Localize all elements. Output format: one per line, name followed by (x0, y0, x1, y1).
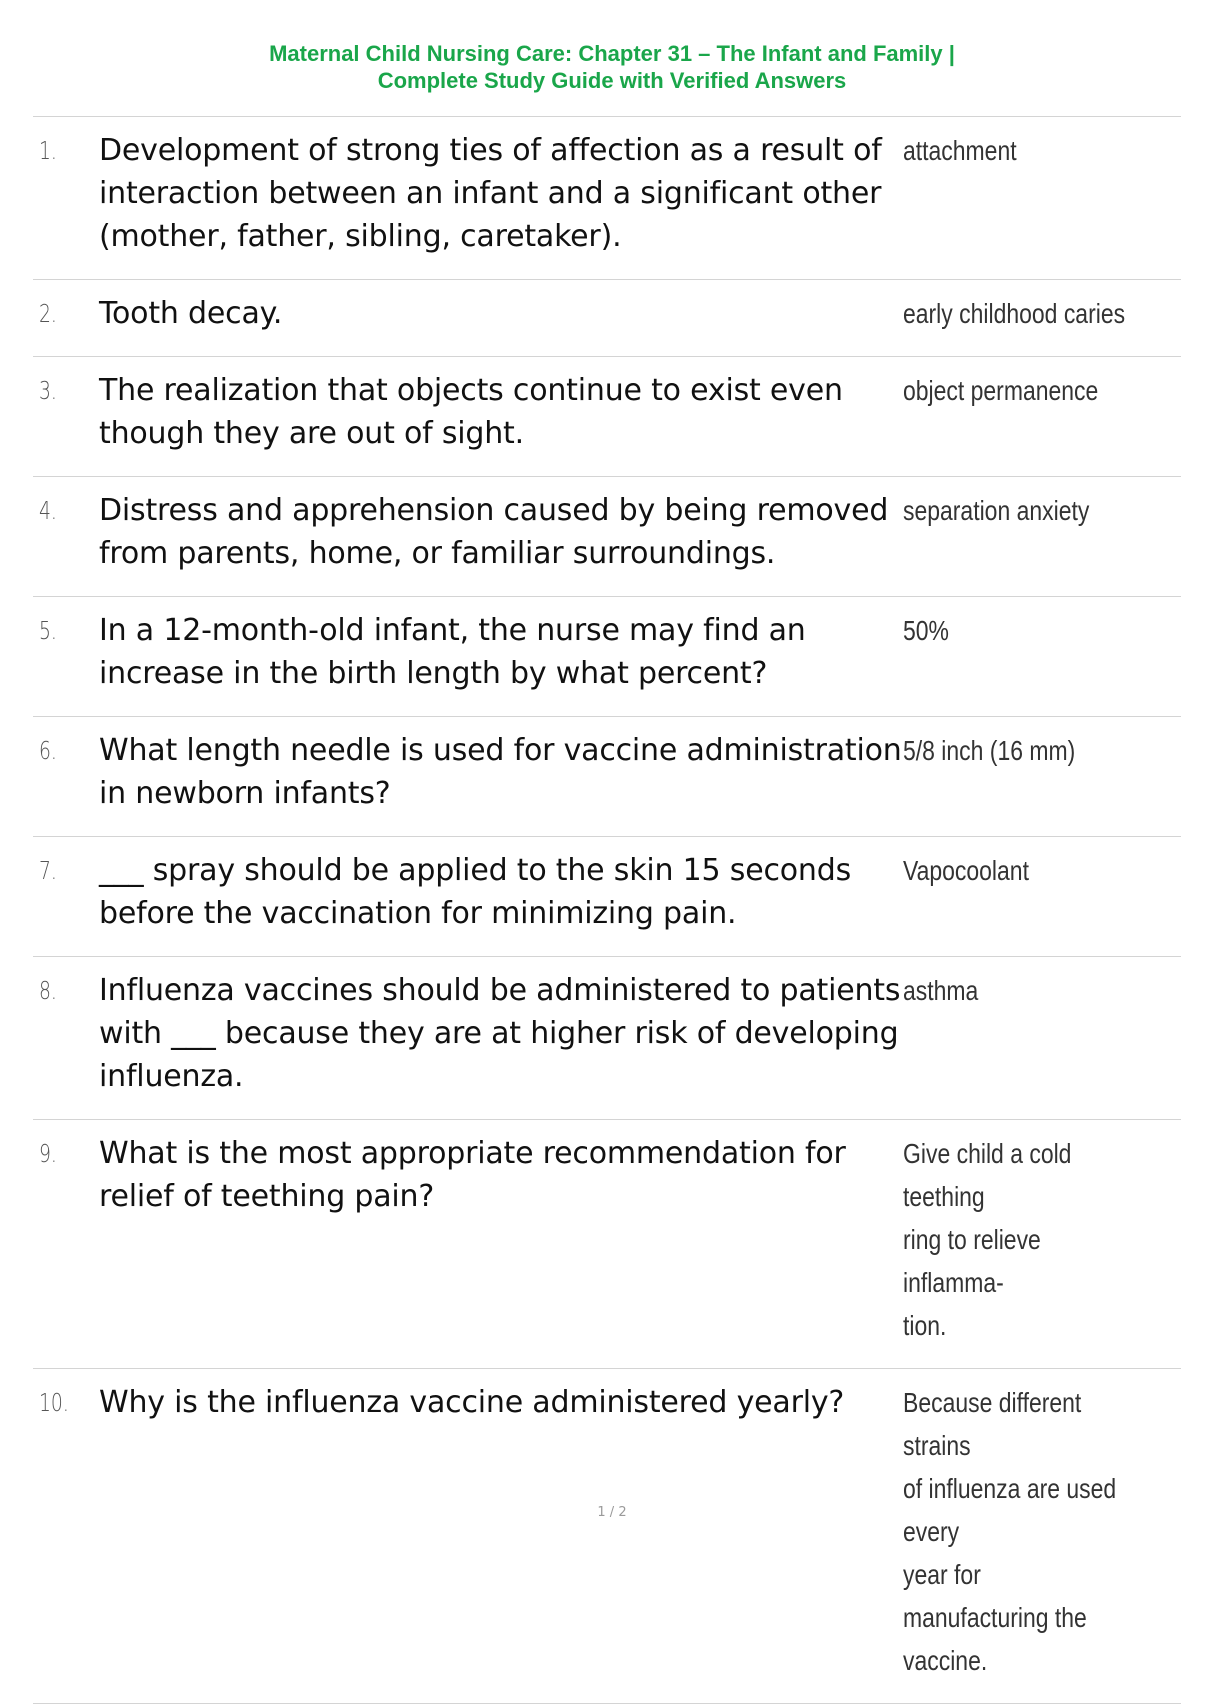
item-definition (903, 849, 1131, 892)
page-title-line-2: Complete Study Guide with Verified Answers (377, 68, 847, 93)
definition-line: year for manufacturing the (903, 1559, 1087, 1633)
page-number: 1 / 2 (597, 1505, 627, 1520)
definition-line: attachment (903, 135, 1017, 166)
item-definition (903, 1381, 1131, 1682)
definition-line: 5/8 inch (16 mm) (903, 735, 1076, 766)
item-number: 4. (39, 496, 57, 525)
item-number: 8. (39, 976, 57, 1005)
item-number: 5. (39, 616, 57, 645)
item-number: 1. (39, 136, 57, 165)
definition-line: Give child a cold teething (903, 1138, 1072, 1212)
item-term: Influenza vaccines should be administered to patients with ___ because they are at higher risk of developing influenza. (99, 973, 901, 1094)
definition-line: early childhood caries (903, 298, 1126, 329)
qa-list (33, 116, 1181, 1704)
item-number: 9. (39, 1139, 57, 1168)
definition-line: separation anxiety (903, 495, 1090, 526)
page-header (0, 40, 1224, 94)
qa-row (33, 597, 1181, 717)
qa-row (33, 837, 1181, 957)
qa-row (33, 477, 1181, 597)
definition-line: ring to relieve inflamma- (903, 1224, 1041, 1298)
item-number: 6. (39, 736, 57, 765)
qa-row (33, 1369, 1181, 1704)
item-term: The realization that objects continue to exist even though they are out of sight. (99, 373, 843, 451)
item-definition (903, 129, 1131, 172)
item-definition (903, 292, 1131, 335)
definition-line: tion. (903, 1310, 947, 1341)
item-definition (903, 369, 1131, 412)
definition-line: Because different strains (903, 1387, 1082, 1461)
qa-row (33, 717, 1181, 837)
qa-row (33, 957, 1181, 1120)
item-number: 10. (39, 1388, 69, 1417)
item-term: What length needle is used for vaccine administration in newborn infants? (99, 733, 902, 811)
qa-row (33, 1120, 1181, 1369)
definition-line: Vapocoolant (903, 855, 1029, 886)
item-number: 3. (39, 376, 57, 405)
definition-line: vaccine. (903, 1645, 988, 1676)
page-title-line-1: Maternal Child Nursing Care: Chapter 31 – The Infant and Family | (269, 41, 955, 66)
qa-row (33, 117, 1181, 280)
item-term: Distress and apprehension caused by being removed from parents, home, or familiar surroundings. (99, 493, 889, 571)
item-number: 2. (39, 299, 57, 328)
definition-line: of influenza are used every (903, 1473, 1117, 1547)
item-term: Development of strong ties of affection as a result of interaction between an infant and a significant other (mother, father, sibling, caretaker). (99, 133, 882, 254)
item-number: 7. (39, 856, 57, 885)
item-term: Why is the influenza vaccine administered yearly? (99, 1385, 845, 1420)
definition-line: 50% (903, 615, 949, 646)
item-definition (903, 1132, 1131, 1347)
qa-row (33, 280, 1181, 357)
item-term: What is the most appropriate recommendation for relief of teething pain? (99, 1136, 846, 1214)
item-definition (903, 489, 1131, 532)
definition-line: asthma (903, 975, 979, 1006)
item-definition (903, 729, 1131, 772)
definition-line: object permanence (903, 375, 1099, 406)
item-definition (903, 969, 1131, 1012)
item-term: ___ spray should be applied to the skin 15 seconds before the vaccination for minimizing pain. (99, 853, 851, 931)
item-term: In a 12-month-old infant, the nurse may find an increase in the birth length by what percent? (99, 613, 806, 691)
qa-row (33, 357, 1181, 477)
item-definition (903, 609, 1131, 652)
item-term: Tooth decay. (99, 296, 283, 331)
